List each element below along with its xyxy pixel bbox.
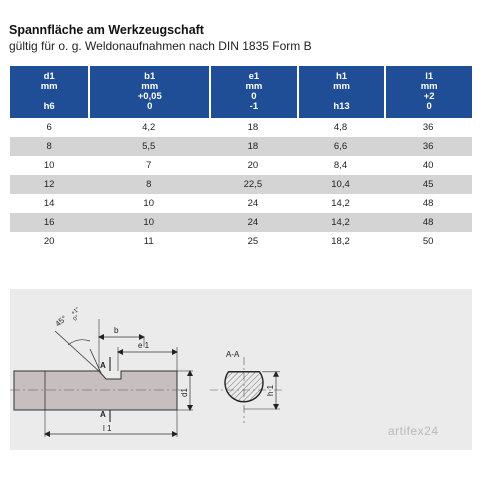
table-cell: 14,2 — [297, 213, 385, 232]
table-cell: 8 — [88, 175, 209, 194]
table-cell: 40 — [422, 160, 434, 171]
b-label: b — [114, 326, 119, 335]
col-header-line: 0 — [147, 101, 153, 112]
col-header-line: -1 — [249, 101, 259, 112]
shaft-outline — [14, 371, 177, 410]
col-header-line: mm — [40, 81, 58, 92]
d1-label: d1 — [180, 388, 189, 397]
table-row — [10, 175, 472, 194]
table-row — [10, 137, 472, 156]
table-cell: 48 — [384, 213, 472, 232]
section-mark-bottom: A — [100, 410, 106, 419]
angle-arc — [68, 340, 90, 345]
table-cell: 10 — [88, 213, 209, 232]
table-cell: 14,2 — [331, 198, 350, 209]
angle-line — [55, 331, 101, 373]
col-header-line: mm — [420, 81, 438, 92]
col-header-line: mm — [245, 81, 263, 92]
table-cell: 4,2 — [142, 122, 156, 133]
table-cell: 50 — [422, 236, 434, 247]
table-cell: 45 — [384, 175, 472, 194]
table-cell: 10,4 — [297, 175, 385, 194]
table-cell: 12 — [10, 175, 88, 194]
table-row — [10, 156, 472, 175]
dimension-table — [10, 66, 472, 251]
table-cell: 7 — [146, 160, 152, 171]
col-header-line: mm — [141, 81, 159, 92]
col-header-h1 — [297, 66, 385, 118]
l1-label: l 1 — [103, 424, 112, 433]
table-cell: 24 — [209, 213, 297, 232]
table-cell: 11 — [143, 236, 154, 247]
col-header-line: h1 — [335, 71, 348, 82]
page-subtitle: gültig für o. g. Weldonaufnahmen nach DIN 1835 Form B — [9, 39, 312, 53]
table-cell: 20 — [43, 236, 55, 247]
table-cell: 48 — [422, 198, 434, 209]
angle-tol-upper: +1° — [70, 306, 81, 317]
brand-watermark: artifex24 — [388, 424, 439, 438]
table-cell: 4,8 — [333, 122, 348, 133]
table-row — [10, 232, 472, 251]
col-header-d1 — [10, 66, 88, 118]
col-header-line: +2 — [423, 91, 435, 102]
table-cell: 8,4 — [333, 160, 348, 171]
table-cell: 6,6 — [297, 137, 385, 156]
page-title: Spannfläche am Werkzeugschaft — [9, 23, 204, 37]
col-header-line: d1 — [43, 71, 55, 82]
table-row — [10, 213, 472, 232]
e1-label: e 1 — [138, 341, 150, 350]
section-mark-top: A — [100, 361, 106, 370]
section-cross — [225, 372, 263, 402]
col-header-b1 — [88, 66, 209, 118]
col-header-e1 — [209, 66, 297, 118]
col-header-line: l1 — [425, 71, 434, 82]
table-cell: 10 — [43, 160, 55, 171]
table-row — [10, 194, 472, 213]
col-header-l1 — [384, 66, 472, 118]
table-cell: 10 — [143, 198, 154, 209]
table-cell: 22,5 — [209, 175, 297, 194]
table-cell: 36 — [384, 137, 472, 156]
section-title: A-A — [226, 350, 240, 359]
col-header-line: b1 — [144, 71, 156, 82]
table-cell: 25 — [247, 236, 259, 247]
table-cell: 18 — [209, 137, 297, 156]
col-header-line: h13 — [333, 101, 350, 112]
table-cell: 8 — [10, 137, 88, 156]
table-cell: 20 — [247, 160, 259, 171]
angle-tol-lower: 0° — [72, 314, 81, 323]
col-header-line: 0 — [251, 91, 257, 102]
col-header-line: 0 — [426, 101, 432, 112]
col-header-line: +0,05 — [137, 91, 162, 102]
table-cell: 16 — [10, 213, 88, 232]
table-cell: 24 — [247, 198, 259, 209]
col-header-line: h6 — [43, 101, 55, 112]
table-cell: 5,5 — [88, 137, 209, 156]
table-cell: 18 — [247, 122, 259, 133]
col-header-line: mm — [333, 81, 350, 92]
table-cell: 6 — [46, 122, 52, 133]
table-cell: 14 — [43, 198, 55, 209]
col-header-line: e1 — [248, 71, 260, 82]
table-cell: 18,2 — [331, 236, 350, 247]
table-header-row — [10, 66, 472, 118]
table-row — [10, 118, 472, 137]
h1-label: h 1 — [266, 384, 275, 396]
table-cell: 36 — [422, 122, 434, 133]
angle-label: 45° — [53, 313, 69, 329]
